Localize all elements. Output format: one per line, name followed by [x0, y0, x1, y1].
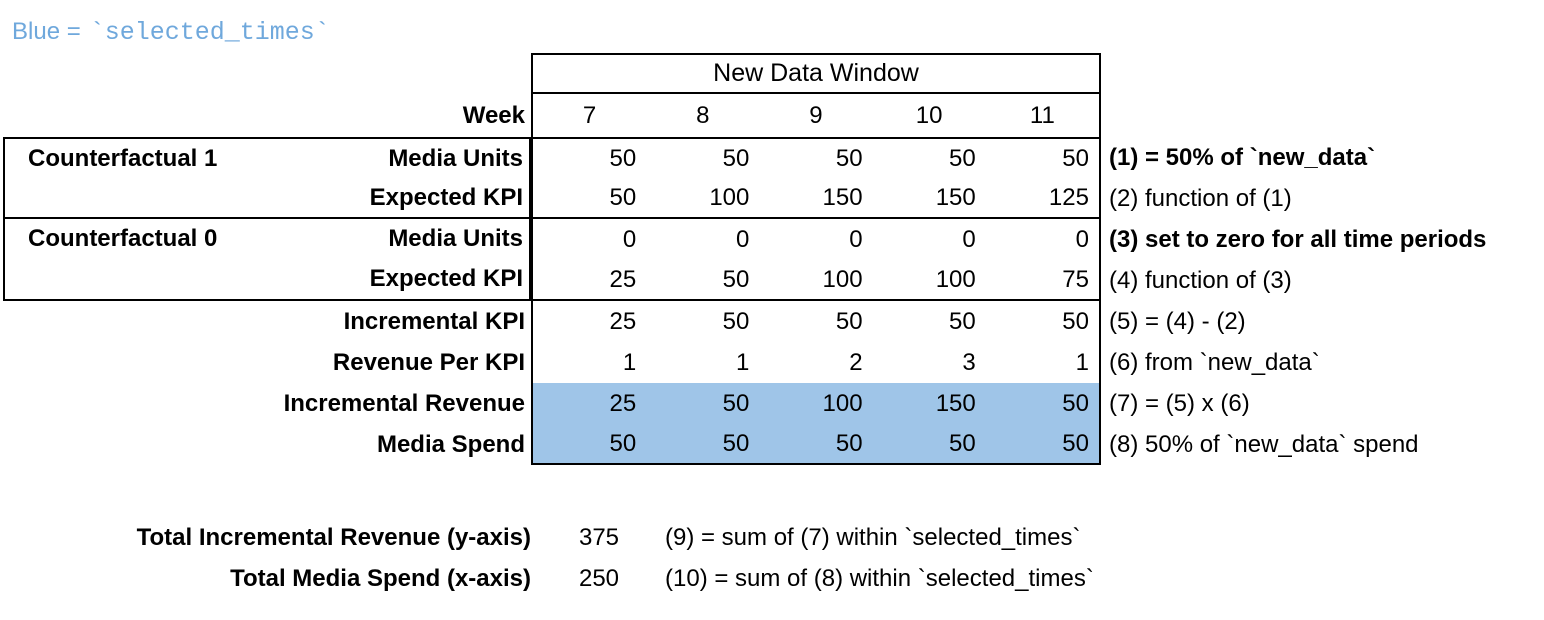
summary-value: 375 — [578, 523, 620, 551]
summary-value: 250 — [578, 564, 620, 592]
data-cell: 1 — [622, 348, 637, 376]
data-cell: 50 — [722, 429, 750, 457]
counterfactual-0-box — [3, 219, 531, 301]
total-media-spend-row — [3, 558, 1094, 599]
cf0-row-media-units — [5, 219, 529, 259]
row-label-incremental-revenue: Incremental Revenue — [283, 389, 525, 417]
data-cell: 150 — [822, 183, 863, 211]
data-cell: 0 — [622, 225, 637, 253]
data-row-incremental-revenue — [531, 383, 1101, 424]
data-cell: 50 — [609, 144, 637, 172]
week-cell: 11 — [1029, 101, 1055, 129]
annotation-4: (4) function of (3) — [1109, 266, 1292, 294]
table-header: New Data Window — [531, 53, 1101, 94]
data-cell: 50 — [1062, 429, 1089, 457]
summary-label: Total Incremental Revenue (y-axis) — [136, 523, 531, 551]
data-cell: 50 — [609, 183, 637, 211]
data-cell: 50 — [835, 307, 863, 335]
data-cell: 100 — [822, 389, 863, 417]
totals-summary — [3, 517, 1094, 599]
annotation-3: (3) set to zero for all time periods — [1109, 225, 1487, 253]
week-row-label: Week — [462, 101, 525, 129]
annotation-1: (1) = 50% of `new_data` — [1109, 143, 1376, 171]
data-row-expected-kpi-cf1 — [531, 178, 1101, 219]
data-cell: 50 — [722, 307, 750, 335]
legend-code: `selected_times` — [89, 18, 330, 47]
annotation-8: (8) 50% of `new_data` spend — [1109, 430, 1419, 458]
row-label: Media Units — [388, 225, 523, 252]
data-cell: 125 — [1048, 183, 1089, 211]
row-label: Expected KPI — [369, 265, 523, 292]
counterfactual-table — [3, 53, 1544, 465]
data-row-media-units-cf0 — [531, 219, 1101, 260]
annotation-6: (6) from `new_data` — [1109, 348, 1320, 376]
week-strip — [531, 94, 1101, 137]
data-cell: 2 — [849, 348, 863, 376]
week-cell: 8 — [696, 101, 710, 129]
legend — [12, 16, 330, 49]
data-cell: 50 — [722, 144, 750, 172]
cf1-row-expected-kpi — [5, 178, 529, 217]
annotation-7: (7) = (5) x (6) — [1109, 389, 1250, 417]
row-label-media-spend: Media Spend — [376, 430, 525, 458]
cf0-row-expected-kpi — [5, 259, 529, 299]
data-cell: 0 — [962, 225, 976, 253]
data-cell: 0 — [736, 225, 750, 253]
row-label-revenue-per-kpi: Revenue Per KPI — [332, 348, 525, 376]
legend-label: Blue = — [12, 18, 81, 45]
data-cell: 50 — [1062, 307, 1089, 335]
summary-annotation: (10) = sum of (8) within `selected_times` — [665, 564, 1094, 592]
data-cell: 50 — [949, 144, 976, 172]
row-label: Media Units — [388, 144, 523, 172]
week-cell: 10 — [915, 101, 943, 129]
data-cell: 25 — [609, 265, 637, 293]
data-cell: 50 — [722, 389, 750, 417]
data-cell: 1 — [736, 348, 750, 376]
data-cell: 50 — [949, 307, 976, 335]
annotation-5: (5) = (4) - (2) — [1109, 307, 1246, 335]
row-label-incremental-kpi: Incremental KPI — [343, 307, 525, 335]
data-cell: 0 — [849, 225, 863, 253]
annotation-2: (2) function of (1) — [1109, 184, 1292, 212]
counterfactual-1-box — [3, 137, 531, 219]
group-label: Counterfactual 0 — [28, 225, 218, 252]
data-row-media-spend — [531, 424, 1101, 465]
data-row-revenue-per-kpi — [531, 342, 1101, 383]
cf1-row-media-units — [5, 139, 529, 178]
group-label: Counterfactual 1 — [28, 144, 218, 172]
data-cell: 50 — [949, 429, 976, 457]
data-cell: 50 — [609, 429, 637, 457]
data-cell: 1 — [1075, 348, 1089, 376]
week-cell: 7 — [582, 101, 597, 129]
summary-annotation: (9) = sum of (7) within `selected_times` — [665, 523, 1081, 551]
data-cell: 50 — [722, 265, 750, 293]
data-cell: 100 — [822, 265, 863, 293]
data-cell: 25 — [609, 307, 637, 335]
data-cell: 100 — [709, 183, 750, 211]
data-cell: 50 — [835, 429, 863, 457]
data-cell: 25 — [609, 389, 637, 417]
data-row-expected-kpi-cf0 — [531, 260, 1101, 301]
summary-label: Total Media Spend (x-axis) — [230, 564, 531, 592]
data-cell: 100 — [935, 265, 976, 293]
row-label: Expected KPI — [369, 183, 523, 211]
data-cell: 150 — [935, 389, 976, 417]
data-cell: 50 — [1062, 389, 1089, 417]
week-cell: 9 — [809, 101, 823, 129]
data-cell: 0 — [1075, 225, 1089, 253]
data-cell: 75 — [1062, 265, 1089, 293]
data-cell: 150 — [935, 183, 976, 211]
data-cell: 50 — [835, 144, 863, 172]
data-cell: 3 — [962, 348, 976, 376]
data-row-media-units-cf1 — [531, 137, 1101, 178]
data-cell: 50 — [1062, 144, 1089, 172]
total-incremental-revenue-row — [3, 517, 1094, 558]
data-row-incremental-kpi — [531, 301, 1101, 342]
